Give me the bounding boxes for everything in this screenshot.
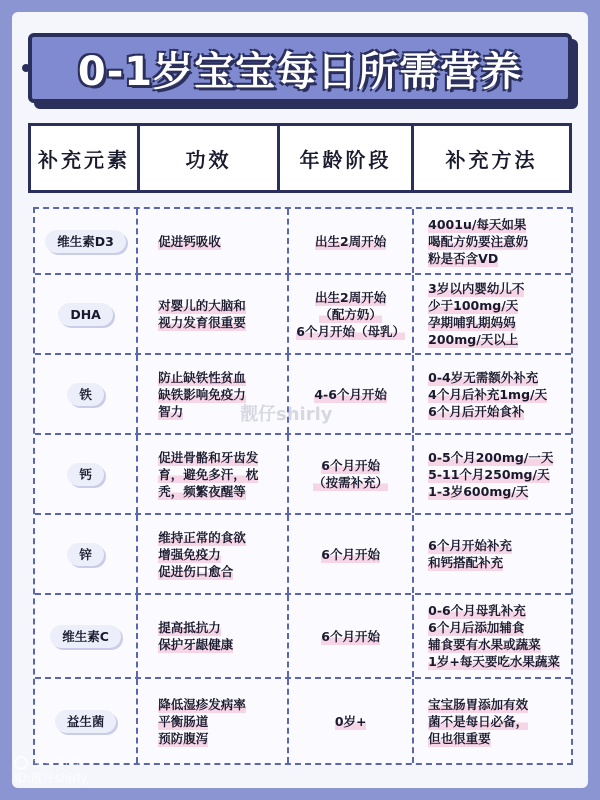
- cell-method-line: 0-5个月200mg/一天: [428, 449, 554, 465]
- cell-age: [289, 679, 414, 763]
- table-row: [35, 209, 571, 275]
- cell-element: [35, 209, 138, 273]
- cell-effect-line: 预防腹泻: [158, 730, 209, 746]
- cell-element: [35, 275, 138, 353]
- banner-dot-right: [570, 64, 578, 72]
- element-label: 维生素D3: [45, 230, 126, 253]
- cell-method-line: 1岁+每天要吃水果蔬菜: [428, 654, 560, 669]
- cell-effect: [138, 679, 289, 763]
- cell-effect-line: 增强免疫力: [158, 546, 221, 562]
- element-label: DHA: [58, 303, 113, 326]
- page-title: 0-1岁宝宝每日所需营养: [77, 48, 523, 95]
- element-label: 益生菌: [55, 710, 117, 733]
- cell-effect: [138, 435, 289, 513]
- cell-age-line: （按需补充）: [313, 475, 389, 490]
- cell-effect-line: 防止缺铁性贫血: [158, 369, 246, 385]
- title-banner: [28, 33, 572, 103]
- cell-method-line: 但也很重要: [428, 730, 491, 746]
- cell-effect: [138, 209, 289, 273]
- footer-id: ID:靓仔shirly: [14, 771, 88, 785]
- cell-method-line: 1-3岁600mg/天: [428, 483, 529, 499]
- cell-age-line: 出生2周开始: [315, 233, 387, 249]
- cell-effect-line: 智力: [158, 403, 184, 419]
- brand-logo-icon: [14, 756, 28, 770]
- cell-age-line: 0岁+: [334, 713, 367, 729]
- cell-method-line: 6个月后添加辅食: [428, 620, 525, 635]
- table-row: [35, 275, 571, 355]
- footer-brand: 宝宝知道: [32, 755, 81, 769]
- cell-effect-line: 促进伤口愈合: [158, 563, 234, 579]
- cell-effect-line: 对婴儿的大脑和: [158, 298, 246, 313]
- cell-age: [289, 435, 414, 513]
- element-label: 铁: [67, 383, 104, 406]
- banner-dot-left: [22, 64, 30, 72]
- cell-effect-line: 视力发育很重要: [158, 315, 246, 330]
- table-header: [28, 123, 572, 193]
- cell-method-line: 0-6个月母乳补充: [428, 603, 526, 618]
- element-label: 钙: [67, 463, 104, 486]
- cell-effect-line: 提高抵抗力: [158, 620, 221, 635]
- cell-method-line: 4001u/每天如果: [428, 216, 527, 232]
- cell-age: [289, 595, 414, 677]
- table-row: [35, 515, 571, 595]
- cell-method-line: 4个月后补充1mg/天: [428, 386, 548, 402]
- cell-method-line: 200mg/天以上: [428, 332, 519, 347]
- cell-method-line: 6个月开始补充: [428, 538, 512, 553]
- table-row: [35, 435, 571, 515]
- nutrition-table: [33, 207, 573, 765]
- cell-age-line: 6个月开始: [321, 628, 380, 644]
- cell-method-line: 3岁以内婴幼儿不: [428, 281, 525, 296]
- cell-effect-line: 秃，频繁夜醒等: [158, 483, 246, 499]
- cell-method: [414, 275, 571, 353]
- cell-method-line: 喝配方奶要注意奶: [428, 233, 529, 249]
- cell-method-line: 5-11个月250mg/天: [428, 466, 550, 482]
- cell-method: [414, 209, 571, 273]
- cell-effect-line: 保护牙龈健康: [158, 637, 234, 652]
- cell-effect-line: 促进钙吸收: [158, 233, 221, 249]
- cell-age: [289, 275, 414, 353]
- cell-element: [35, 435, 138, 513]
- element-label: 维生素C: [50, 625, 121, 648]
- cell-effect-line: 缺铁影响免疫力: [158, 386, 246, 402]
- cell-method-line: 6个月后开始食补: [428, 403, 525, 419]
- cell-age-line: 6个月开始: [321, 546, 380, 562]
- cell-age: [289, 515, 414, 593]
- cell-method-line: 少于100mg/天: [428, 298, 519, 313]
- cell-age: [289, 209, 414, 273]
- cell-effect-line: 平衡肠道: [158, 713, 209, 729]
- cell-effect-line: 降低湿疹发病率: [158, 696, 246, 712]
- watermark: 靓仔shirly: [240, 404, 333, 425]
- cell-age-line: （配方奶）: [319, 306, 382, 322]
- header-effect: 功效: [140, 123, 280, 193]
- cell-method-line: 辅食要有水果或蔬菜: [428, 637, 541, 652]
- cell-method-line: 粉是否含VD: [428, 250, 499, 266]
- cell-method: [414, 435, 571, 513]
- cell-method-line: 孕期哺乳期妈妈: [428, 315, 516, 330]
- cell-effect-line: 育，避免多汗，枕: [158, 466, 259, 482]
- cell-method-line: 宝宝肠胃添加有效: [428, 696, 529, 712]
- cell-method-line: 和钙搭配补充: [428, 555, 504, 570]
- cell-element: [35, 595, 138, 677]
- cell-method: [414, 355, 571, 433]
- cell-age-line: 6个月开始（母乳）: [296, 323, 405, 339]
- header-element: 补充元素: [28, 123, 140, 193]
- cell-effect: [138, 595, 289, 677]
- cell-method-line: 0-4岁无需额外补充: [428, 369, 539, 385]
- table-row: [35, 679, 571, 763]
- cell-element: [35, 515, 138, 593]
- cell-effect: [138, 275, 289, 353]
- cell-effect-line: 促进骨骼和牙齿发: [158, 449, 259, 465]
- header-method: 补充方法: [414, 123, 572, 193]
- cell-age-line: 4-6个月开始: [314, 386, 387, 402]
- cell-method: [414, 679, 571, 763]
- cell-age-line: 6个月开始: [321, 458, 380, 473]
- cell-method-line: 菌不是每日必备，: [428, 713, 529, 729]
- header-age: 年龄阶段: [280, 123, 414, 193]
- element-label: 锌: [67, 543, 104, 566]
- cell-age-line: 出生2周开始: [315, 289, 387, 305]
- table-row: [35, 595, 571, 679]
- cell-method: [414, 595, 571, 677]
- cell-element: [35, 355, 138, 433]
- cell-effect-line: 维持正常的食欲: [158, 529, 246, 545]
- footer: [14, 754, 87, 786]
- cell-effect: [138, 515, 289, 593]
- cell-element: [35, 679, 138, 763]
- cell-method: [414, 515, 571, 593]
